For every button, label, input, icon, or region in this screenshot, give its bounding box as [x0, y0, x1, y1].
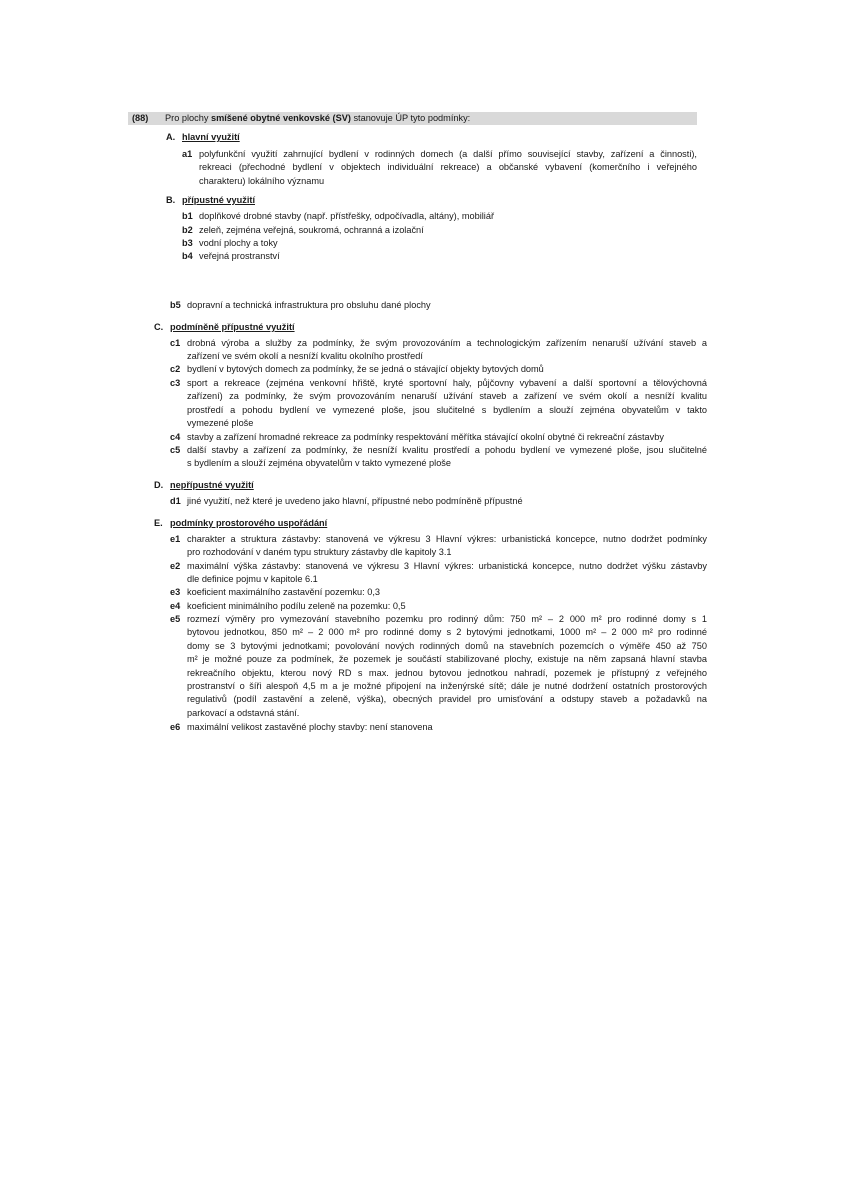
item-text	[187, 299, 707, 312]
item-text	[199, 210, 697, 223]
item-code: b3	[182, 238, 193, 248]
item-line: charakter a struktura zástavby: stanovená ve výkresu 3 Hlavní výkres: urbanistická koncepce, nutno dodržet podmínky	[187, 534, 707, 544]
item-line: veřejná prostranství	[199, 251, 280, 261]
section-letter: E.	[154, 518, 163, 528]
item-code: b5	[170, 300, 181, 310]
item-line: regulativů (podíl zastavění a zeleně, výška), obecných pravidel pro umisťování a odstupy staveb a požadavků na	[187, 694, 707, 705]
item-line: další stavby a zařízení za podmínky, že nesníží kvalitu prostředí a pohodu bydlení ve vymezené ploše, jsou slučitelné	[187, 445, 707, 455]
heading-suffix: stanovuje ÚP tyto podmínky:	[350, 113, 471, 123]
item-line: koeficient minimálního podílu zeleně na pozemku: 0,5	[187, 601, 406, 611]
item-line: sport a rekreace (zejména venkovní hřiště, kryté sportovní haly, půjčovny vybavení a další sportovní a tělovýchovná	[187, 378, 707, 388]
item-text	[199, 224, 697, 237]
item-text	[187, 363, 707, 376]
section-letter: B.	[166, 195, 176, 205]
item-line: charakteru) lokálního významu	[199, 175, 325, 186]
item-line: polyfunkční využití zahrnující bydlení v rodinných domech (a další přímo související stavby, zařízení a činnosti),	[199, 149, 697, 159]
section-title: podmínky prostorového uspořádání	[170, 518, 328, 528]
item-line: vymezené ploše	[187, 418, 254, 429]
section-c-heading	[154, 321, 295, 334]
item-code: d1	[170, 496, 181, 506]
item-line: bydlení v bytových domech za podmínky, že se jedná o stávající objekty bytových domů	[187, 364, 544, 374]
item-code: e3	[170, 587, 181, 597]
item-text	[187, 600, 707, 613]
item-line: parkovací a odstavná stání.	[187, 707, 300, 718]
item-text	[187, 721, 707, 734]
item-line: bytovou jednotkou, 850 m² – 2 000 m² pro rodinné domy s 2 bytovými jednotkami, 1000 m² – 2 000 m² pro rodinné	[187, 627, 707, 638]
section-title: přípustné využití	[182, 195, 255, 205]
item-code: e6	[170, 722, 181, 732]
item-line: vodní plochy a toky	[199, 238, 278, 248]
item-line: zařízení ve svém okolí a nesníží kvalitu okolního prostředí	[187, 351, 423, 362]
item-line: jiné využití, než které je uvedeno jako hlavní, přípustné nebo podmíněně přípustné	[187, 496, 523, 506]
item-text	[187, 431, 707, 444]
section-letter: C.	[154, 322, 164, 332]
article-number: (88)	[132, 113, 149, 123]
item-code: c4	[170, 432, 181, 442]
section-d-heading	[154, 479, 254, 492]
item-code: b4	[182, 251, 193, 261]
item-text	[187, 337, 707, 364]
item-line: m² je možné pouze za podmínek, že pozemek je součástí stabilizované plochy, existuje na něm zapsaná hlavní stavba	[187, 654, 707, 665]
item-line: dle definice pojmu v kapitole 6.1	[187, 574, 318, 585]
item-text	[199, 250, 697, 263]
section-title: nepřípustné využití	[170, 480, 254, 490]
item-text	[187, 586, 707, 599]
heading-prefix: Pro plochy	[165, 113, 211, 123]
item-code: c1	[170, 338, 181, 348]
item-line: prostranství o šíři alespoň 4,5 m a je možné připojení na inženýrské sítě; dále je nutné dodržení ostatních prostorových	[187, 681, 707, 692]
item-line: s bydlením a slouží zejména obyvatelům v takto vymezené ploše	[187, 458, 452, 469]
item-line: zařízení) za podmínky, že svým provozováním nenaruší užívání staveb a zařízení ve svém okolí a nesníží kvalitu	[187, 391, 707, 402]
item-line: domy se 3 bytovými jednotkami; povolování nových rodinných domů na stavebních pozemcích o výměře 450 až 750	[187, 640, 707, 651]
item-line: drobná výroba a služby za podmínky, že svým provozováním a technologickým zařízením nenaruší užívání staveb a	[187, 338, 707, 348]
section-title: hlavní využití	[182, 132, 240, 142]
section-e-heading	[154, 517, 327, 530]
section-title: podmíněně přípustné využití	[170, 322, 295, 332]
item-code: e4	[170, 601, 181, 611]
item-line: maximální výška zástavby: stanovená ve výkresu 3 Hlavní výkres: urbanistická koncepce, nutno dodržet výšku zástavby	[187, 561, 707, 571]
section-b-heading	[166, 194, 255, 207]
item-text	[187, 377, 707, 431]
item-line: prostředí a pohodu bydlení ve vymezené ploše, jsou slučitelné s bydlením a slouží zejména obyvatelům v takto	[187, 404, 707, 415]
item-code: a1	[182, 149, 193, 159]
item-text	[187, 444, 707, 471]
item-text	[187, 560, 707, 587]
section-a-heading	[166, 131, 240, 144]
item-text	[187, 495, 707, 508]
heading-bold: smíšené obytné venkovské (SV)	[210, 113, 351, 123]
item-text	[187, 613, 707, 720]
item-code: e2	[170, 561, 181, 571]
item-line: dopravní a technická infrastruktura pro obsluhu dané plochy	[187, 300, 431, 310]
item-code: b1	[182, 211, 193, 221]
item-code: b2	[182, 225, 193, 235]
item-line: rozmezí výměry pro vymezování stavebního pozemku pro rodinný dům: 750 m² – 2 000 m² pro rodinné domy s 1	[187, 614, 707, 624]
item-line: stavby a zařízení hromadné rekreace za podmínky respektování měřítka stávající okolní obytné či rekreační zástavby	[187, 432, 664, 442]
item-code: c2	[170, 364, 181, 374]
item-line: zeleň, zejména veřejná, soukromá, ochranná a izolační	[199, 225, 424, 235]
item-line: maximální velikost zastavěné plochy stavby: není stanovena	[187, 722, 433, 732]
item-line: doplňkové drobné stavby (např. přístřešky, odpočívadla, altány), mobiliář	[199, 211, 494, 221]
item-code: c3	[170, 378, 181, 388]
item-line: koeficient maximálního zastavění pozemku: 0,3	[187, 587, 381, 597]
item-text	[199, 148, 697, 188]
article-header	[128, 112, 697, 125]
item-code: c5	[170, 445, 181, 455]
item-text	[187, 533, 707, 560]
item-code: e5	[170, 614, 181, 624]
item-text	[199, 237, 697, 250]
article-heading	[165, 112, 470, 125]
item-line: rekreaci (přechodné bydlení v objektech individuální rekreace) a občanské vybavení (komerčního i veřejného	[199, 162, 697, 173]
section-letter: D.	[154, 480, 164, 490]
item-line: pro rozhodování v daném typu struktury zástavby dle kapitoly 3.1	[187, 547, 452, 558]
item-line: rekreačního objektu, kterou nový RD s max. jednou bytovou jednotkou nahradí, pozemek je přístupný z veřejného	[187, 667, 707, 678]
section-letter: A.	[166, 132, 176, 142]
item-code: e1	[170, 534, 181, 544]
